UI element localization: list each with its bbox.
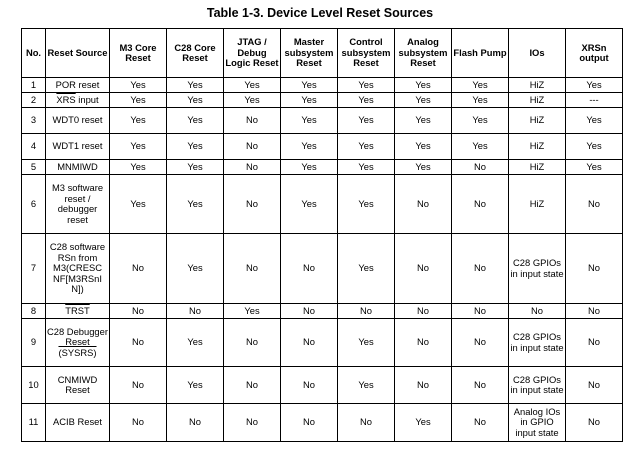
cell-master-reset: Yes [281,175,338,234]
cell-m3-core-reset: Yes [110,160,167,175]
signal-name-overline: $\overline{XRS}$ [56,93,76,105]
cell-jtag-reset: No [224,160,281,175]
cell-m3-core-reset: Yes [110,175,167,234]
cell-analog-reset: No [395,234,452,304]
cell-analog-reset: Yes [395,160,452,175]
cell-no: 8 [22,304,46,319]
cell-jtag-reset: No [224,367,281,404]
cell-no: 9 [22,319,46,367]
cell-ios: HiZ [509,134,566,160]
cell-analog-reset: Yes [395,78,452,93]
cell-reset-source: WDT1 reset [46,134,110,160]
cell-ios: HiZ [509,78,566,93]
cell-analog-reset: No [395,319,452,367]
cell-flash-pump: No [452,367,509,404]
cell-ios: HiZ [509,160,566,175]
cell-ios: HiZ [509,108,566,134]
cell-master-reset: Yes [281,134,338,160]
cell-c28-core-reset: Yes [167,175,224,234]
cell-analog-reset: Yes [395,108,452,134]
cell-control-reset: Yes [338,319,395,367]
header-m3-core-reset: M3 Core Reset [110,29,167,78]
cell-c28-core-reset: Yes [167,160,224,175]
cell-master-reset: No [281,404,338,442]
cell-m3-core-reset: No [110,404,167,442]
cell-master-reset: No [281,319,338,367]
cell-analog-reset: Yes [395,404,452,442]
cell-master-reset: Yes [281,78,338,93]
cell-jtag-reset: Yes [224,78,281,93]
cell-xrsn-output: Yes [566,160,623,175]
cell-no: 11 [22,404,46,442]
cell-master-reset: No [281,367,338,404]
cell-c28-core-reset: Yes [167,234,224,304]
cell-m3-core-reset: Yes [110,93,167,108]
cell-no: 10 [22,367,46,404]
header-no: No. [22,29,46,78]
cell-analog-reset: Yes [395,93,452,108]
cell-jtag-reset: No [224,234,281,304]
cell-no: 6 [22,175,46,234]
cell-xrsn-output: No [566,175,623,234]
header-flash-pump: Flash Pump [452,29,509,78]
cell-xrsn-output: No [566,304,623,319]
cell-xrsn-output: No [566,367,623,404]
cell-reset-source [46,319,110,367]
header-control-subsystem-reset: Control subsystem Reset [338,29,395,78]
cell-analog-reset: No [395,304,452,319]
table-row [22,367,623,404]
table-row [22,175,623,234]
cell-xrsn-output: Yes [566,78,623,93]
cell-m3-core-reset: Yes [110,108,167,134]
cell-control-reset: Yes [338,108,395,134]
cell-jtag-reset: No [224,404,281,442]
cell-ios: C28 GPIOs in input state [509,319,566,367]
cell-control-reset: Yes [338,160,395,175]
table-row [22,160,623,175]
cell-xrsn-output: No [566,234,623,304]
cell-master-reset: Yes [281,93,338,108]
cell-control-reset: Yes [338,93,395,108]
signal-name-overline: (SYSRS) [58,346,97,358]
cell-jtag-reset: No [224,134,281,160]
table-row [22,134,623,160]
cell-flash-pump: Yes [452,108,509,134]
cell-xrsn-output: Yes [566,108,623,134]
cell-ios: Analog IOs in GPIO input state [509,404,566,442]
cell-ios: No [509,304,566,319]
cell-m3-core-reset: No [110,234,167,304]
table-row [22,78,623,93]
header-ios: IOs [509,29,566,78]
cell-reset-source [46,93,110,108]
cell-reset-source: MNMIWD [46,160,110,175]
cell-no: 1 [22,78,46,93]
cell-reset-source: ACIB Reset [46,404,110,442]
cell-xrsn-output: No [566,404,623,442]
source-prefix: C28 Debugger Reset [47,325,108,348]
cell-jtag-reset: No [224,175,281,234]
cell-m3-core-reset: No [110,304,167,319]
cell-c28-core-reset: Yes [167,108,224,134]
cell-no: 5 [22,160,46,175]
header-row [22,29,623,78]
cell-flash-pump: Yes [452,134,509,160]
cell-xrsn-output: Yes [566,134,623,160]
header-jtag-debug-logic-reset: JTAG / Debug Logic Reset [224,29,281,78]
cell-flash-pump: No [452,304,509,319]
cell-control-reset: Yes [338,175,395,234]
cell-master-reset: Yes [281,160,338,175]
cell-xrsn-output: --- [566,93,623,108]
cell-no: 3 [22,108,46,134]
table-row [22,108,623,134]
table-row [22,404,623,442]
cell-master-reset: No [281,234,338,304]
cell-jtag-reset: No [224,108,281,134]
cell-flash-pump: No [452,404,509,442]
cell-xrsn-output: No [566,319,623,367]
cell-reset-source [46,304,110,319]
cell-control-reset: No [338,304,395,319]
cell-jtag-reset: Yes [224,304,281,319]
table-title: Table 1-3. Device Level Reset Sources [206,6,434,20]
header-reset-source: Reset Source [46,29,110,78]
cell-analog-reset: Yes [395,134,452,160]
cell-no: 7 [22,234,46,304]
cell-c28-core-reset: Yes [167,134,224,160]
signal-name-overline: TRST [65,304,90,316]
cell-flash-pump: No [452,175,509,234]
cell-jtag-reset: Yes [224,93,281,108]
cell-c28-core-reset: Yes [167,367,224,404]
cell-master-reset: No [281,304,338,319]
header-analog-subsystem-reset: Analog subsystem Reset [395,29,452,78]
cell-m3-core-reset: Yes [110,78,167,93]
cell-reset-source: WDT0 reset [46,108,110,134]
table-row [22,304,623,319]
cell-control-reset: No [338,404,395,442]
cell-reset-source: M3 software reset / debugger reset [46,175,110,234]
cell-no: 4 [22,134,46,160]
cell-ios: HiZ [509,93,566,108]
cell-flash-pump: No [452,234,509,304]
cell-master-reset: Yes [281,108,338,134]
cell-reset-source: C28 software RSn from M3(CRESC NF[M3RSnI N]) [46,234,110,304]
header-master-subsystem-reset: Master subsystem Reset [281,29,338,78]
cell-ios: C28 GPIOs in input state [509,367,566,404]
cell-flash-pump: No [452,319,509,367]
cell-control-reset: Yes [338,78,395,93]
table-row [22,319,623,367]
header-c28-core-reset: C28 Core Reset [167,29,224,78]
source-suffix: input [75,93,99,105]
cell-analog-reset: No [395,175,452,234]
cell-analog-reset: No [395,367,452,404]
cell-c28-core-reset: Yes [167,93,224,108]
cell-control-reset: Yes [338,234,395,304]
cell-c28-core-reset: Yes [167,319,224,367]
cell-jtag-reset: No [224,319,281,367]
cell-control-reset: Yes [338,367,395,404]
cell-reset-source: POR reset [46,78,110,93]
cell-m3-core-reset: No [110,367,167,404]
cell-no: 2 [22,93,46,108]
header-xrsn-output: XRSn output [566,29,623,78]
cell-ios: HiZ [509,175,566,234]
cell-c28-core-reset: Yes [167,78,224,93]
table-row [22,234,623,304]
cell-flash-pump: Yes [452,93,509,108]
cell-m3-core-reset: No [110,319,167,367]
cell-flash-pump: No [452,160,509,175]
table-row [22,93,623,108]
cell-ios: C28 GPIOs in input state [509,234,566,304]
cell-c28-core-reset: No [167,404,224,442]
cell-control-reset: Yes [338,134,395,160]
cell-c28-core-reset: No [167,304,224,319]
cell-reset-source: CNMIWD Reset [46,367,110,404]
reset-sources-table [21,28,623,442]
cell-m3-core-reset: Yes [110,134,167,160]
cell-flash-pump: Yes [452,78,509,93]
